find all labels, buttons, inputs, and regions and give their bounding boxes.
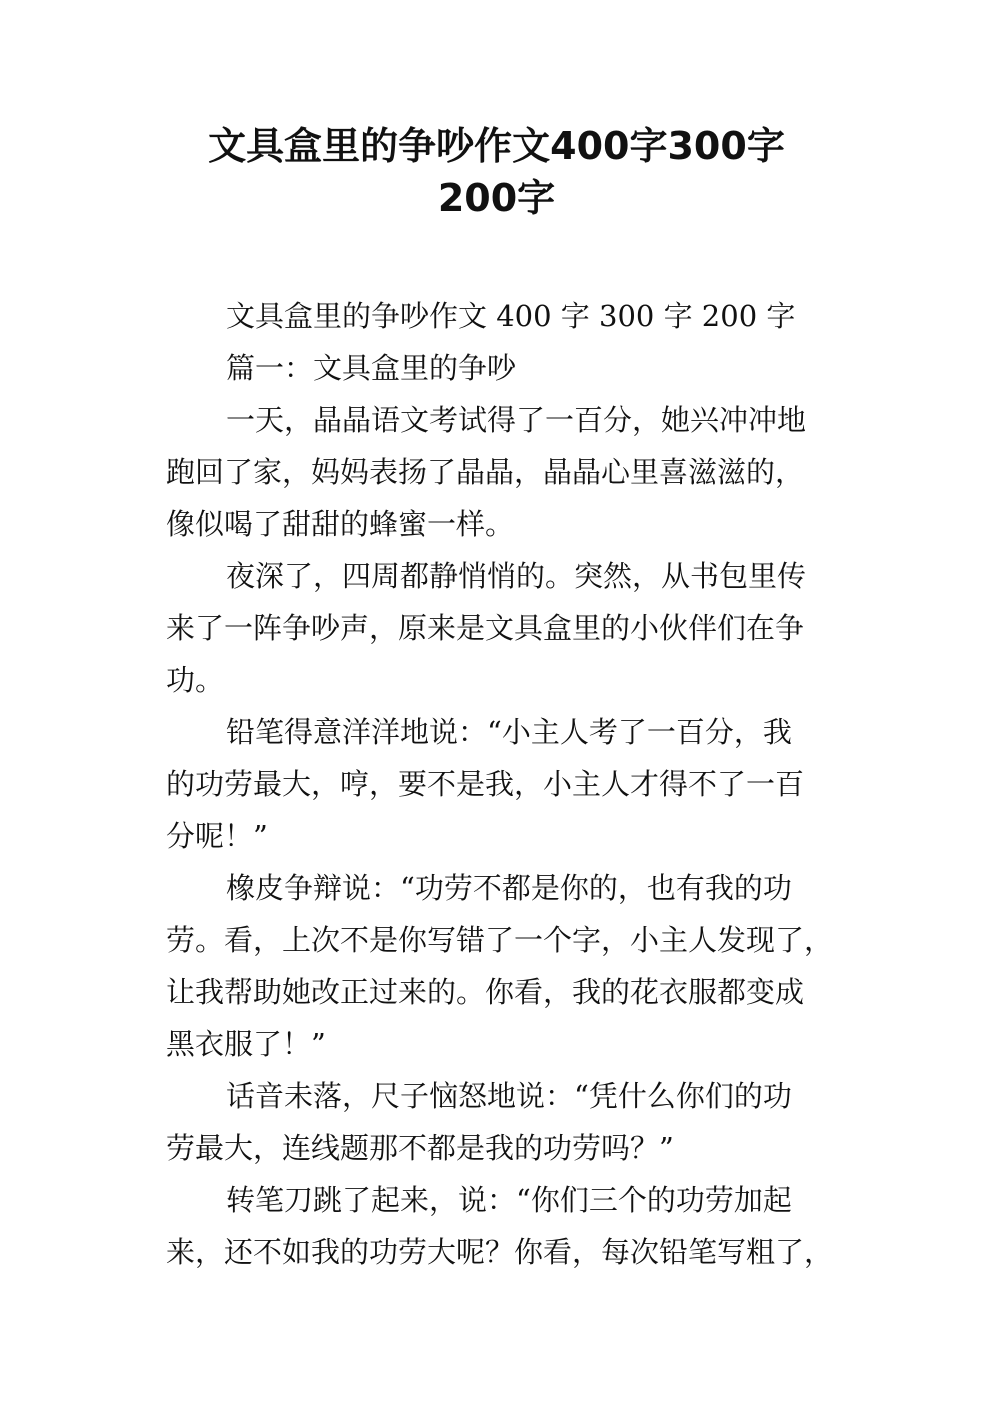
paragraph <box>166 394 836 550</box>
text-line: 让我帮助她改正过来的。你看，我的花衣服都变成 <box>166 975 805 1009</box>
paragraph <box>166 706 836 862</box>
text-line: 功。 <box>166 663 225 697</box>
text-line: 文具盒里的争吵作文 400 字 300 字 200 字 <box>226 299 796 333</box>
text-line: 来了一阵争吵声，原来是文具盒里的小伙伴们在争 <box>166 611 805 645</box>
text-line: 劳。看，上次不是你写错了一个字，小主人发现了， <box>166 923 834 957</box>
text-line: 来，还不如我的功劳大呢？你看，每次铅笔写粗了， <box>166 1235 834 1269</box>
text-line: 一天，晶晶语文考试得了一百分，她兴冲冲地 <box>226 403 807 437</box>
title-line: 200字 <box>437 176 556 220</box>
paragraph <box>166 862 836 1070</box>
paragraph <box>166 290 836 342</box>
text-line: 转笔刀跳了起来，说：“你们三个的功劳加起 <box>226 1183 792 1217</box>
text-line: 劳最大，连线题那不都是我的功劳吗？” <box>166 1131 674 1165</box>
text-line: 橡皮争辩说：“功劳不都是你的，也有我的功 <box>226 871 792 905</box>
paragraph <box>166 1070 836 1174</box>
text-line: 像似喝了甜甜的蜂蜜一样。 <box>166 507 515 541</box>
text-line: 跑回了家，妈妈表扬了晶晶，晶晶心里喜滋滋的， <box>166 455 805 489</box>
text-line: 话音未落，尺子恼怒地说：“凭什么你们的功 <box>226 1079 792 1113</box>
text-line: 篇一：文具盒里的争吵 <box>226 351 517 385</box>
text-line: 夜深了，四周都静悄悄的。突然，从书包里传 <box>226 559 807 593</box>
text-line: 黑衣服了！” <box>166 1027 326 1061</box>
paragraph <box>166 342 836 394</box>
document-body <box>166 290 836 1278</box>
paragraph <box>166 1174 836 1278</box>
text-line: 的功劳最大，哼，要不是我，小主人才得不了一百 <box>166 767 805 801</box>
document-title <box>160 120 833 224</box>
paragraph <box>166 550 836 706</box>
text-line: 分呢！” <box>166 819 268 853</box>
title-line: 文具盒里的争吵作文400字300字 <box>208 124 785 168</box>
text-line: 铅笔得意洋洋地说：“小主人考了一百分，我 <box>226 715 792 749</box>
